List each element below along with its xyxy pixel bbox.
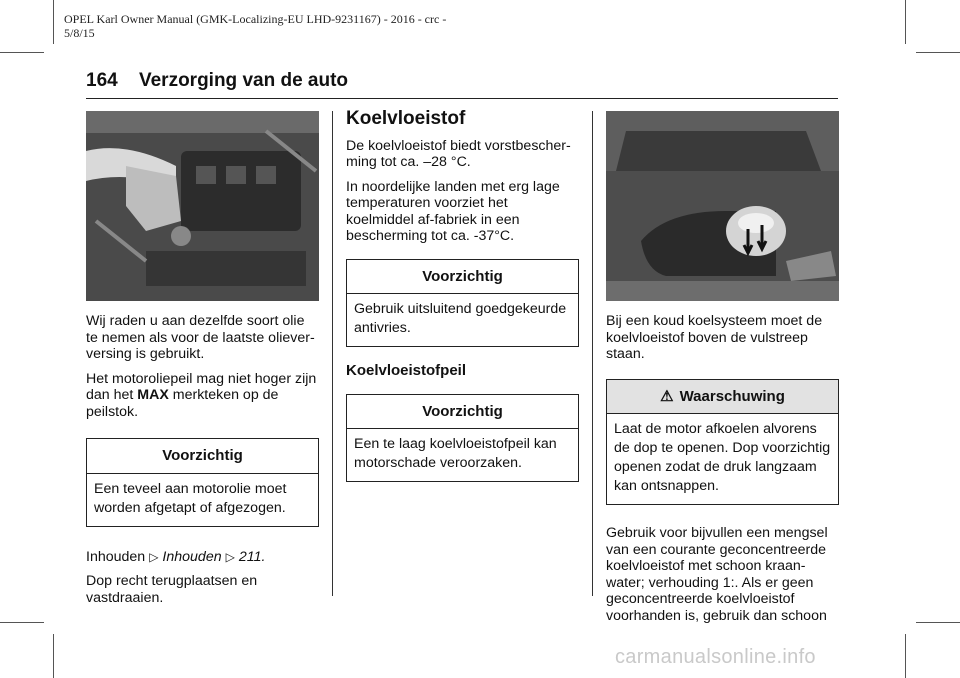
crop-mark bbox=[0, 622, 44, 623]
caution-box bbox=[346, 394, 579, 483]
print-header bbox=[64, 12, 624, 40]
text: Het motoroliepeil mag niet hoger zijn dan het bbox=[86, 370, 317, 403]
watermark: carmanualsonline.info bbox=[615, 646, 816, 668]
section-heading: Koelvloeistof bbox=[346, 108, 466, 129]
caution-text: Gebruik uitsluitend goedgekeurde antivries. bbox=[354, 301, 567, 336]
caution-title: Voorzichtig bbox=[347, 395, 578, 430]
paragraph: Wij raden u aan dezelfde soort olie te nemen als voor de laatste olieverversing is gebruikt. bbox=[86, 313, 315, 362]
caution-text: Een teveel aan motorolie moet worden afgetapt of afgezogen. bbox=[94, 480, 287, 516]
subheading: Koelvloeistofpeil bbox=[346, 362, 467, 379]
paragraph: Dop recht terugplaatsen en vastdraaien. bbox=[86, 573, 258, 606]
column-divider bbox=[332, 111, 333, 596]
coolant-reservoir-illustration bbox=[606, 111, 839, 301]
reference-link[interactable]: Inhouden bbox=[162, 548, 222, 565]
crop-mark bbox=[53, 0, 54, 44]
reference-page[interactable]: 211. bbox=[238, 548, 266, 565]
paragraph: Bij een koud koelsysteem moet de koelvloeistof boven de vulstreep staan. bbox=[606, 313, 823, 362]
paragraph: De koelvloeistof biedt vorstbescherming tot ca. –28 °C. bbox=[346, 137, 571, 170]
column-divider bbox=[592, 111, 593, 596]
section-title: Verzorging van de auto bbox=[138, 70, 349, 91]
crop-mark bbox=[905, 634, 906, 678]
coolant-reservoir-photo bbox=[606, 111, 839, 301]
engine-oil-photo bbox=[86, 111, 319, 301]
print-header-line2: 5/8/15 bbox=[64, 26, 95, 40]
crop-mark bbox=[916, 52, 960, 53]
paragraph: Gebruik voor bijvullen een mengsel van een courante geconcentreerde koelvloeistof met schoon kraanwater; verhouding 1:. Als er geen geconcentreerde koelvloeistof voorhanden is, gebruik dan schoon bbox=[606, 525, 828, 624]
warning-box bbox=[606, 379, 839, 506]
warning-triangle-icon: ⚠ bbox=[660, 387, 674, 405]
caution-title: Voorzichtig bbox=[87, 439, 318, 474]
text: Inhouden bbox=[86, 548, 146, 565]
page-title bbox=[86, 70, 348, 92]
text: merkteken op de peilstok. bbox=[86, 387, 279, 420]
crop-mark bbox=[916, 622, 960, 623]
caution-box bbox=[346, 259, 579, 348]
paragraph bbox=[86, 371, 319, 421]
column-2 bbox=[346, 108, 579, 498]
crop-mark bbox=[905, 0, 906, 44]
engine-oil-illustration bbox=[86, 111, 319, 301]
reference-arrow-icon: ▷ bbox=[225, 549, 235, 564]
paragraph: In noordelijke landen met erg lage temperaturen voorziet het koelmiddel af-fabriek in een bescherming tot ca. -37°C. bbox=[346, 178, 560, 244]
caution-title: Voorzichtig bbox=[347, 260, 578, 295]
caution-text: Een te laag koelvloeistofpeil kan motorschade veroorzaken. bbox=[354, 436, 557, 471]
column-3 bbox=[606, 111, 839, 632]
crop-mark bbox=[0, 52, 44, 53]
print-header-line1: OPEL Karl Owner Manual (GMK-Localizing-EU LHD-9231167) - 2016 - crc - bbox=[64, 12, 447, 26]
warning-title: Waarschuwing bbox=[679, 387, 785, 405]
column-1 bbox=[86, 111, 319, 614]
crop-mark bbox=[53, 634, 54, 678]
caution-box bbox=[86, 438, 319, 527]
max-mark-label: MAX bbox=[137, 387, 169, 403]
page-number: 164 bbox=[86, 70, 118, 91]
reference-arrow-icon: ▷ bbox=[149, 549, 159, 564]
header-rule bbox=[86, 98, 838, 99]
warning-header bbox=[607, 380, 838, 415]
cross-reference bbox=[86, 549, 319, 566]
warning-text: Laat de motor afkoelen alvorens de dop te openen. Dop voorzichtig openen zodat de druk langzaam kan ontsnappen. bbox=[614, 421, 831, 494]
